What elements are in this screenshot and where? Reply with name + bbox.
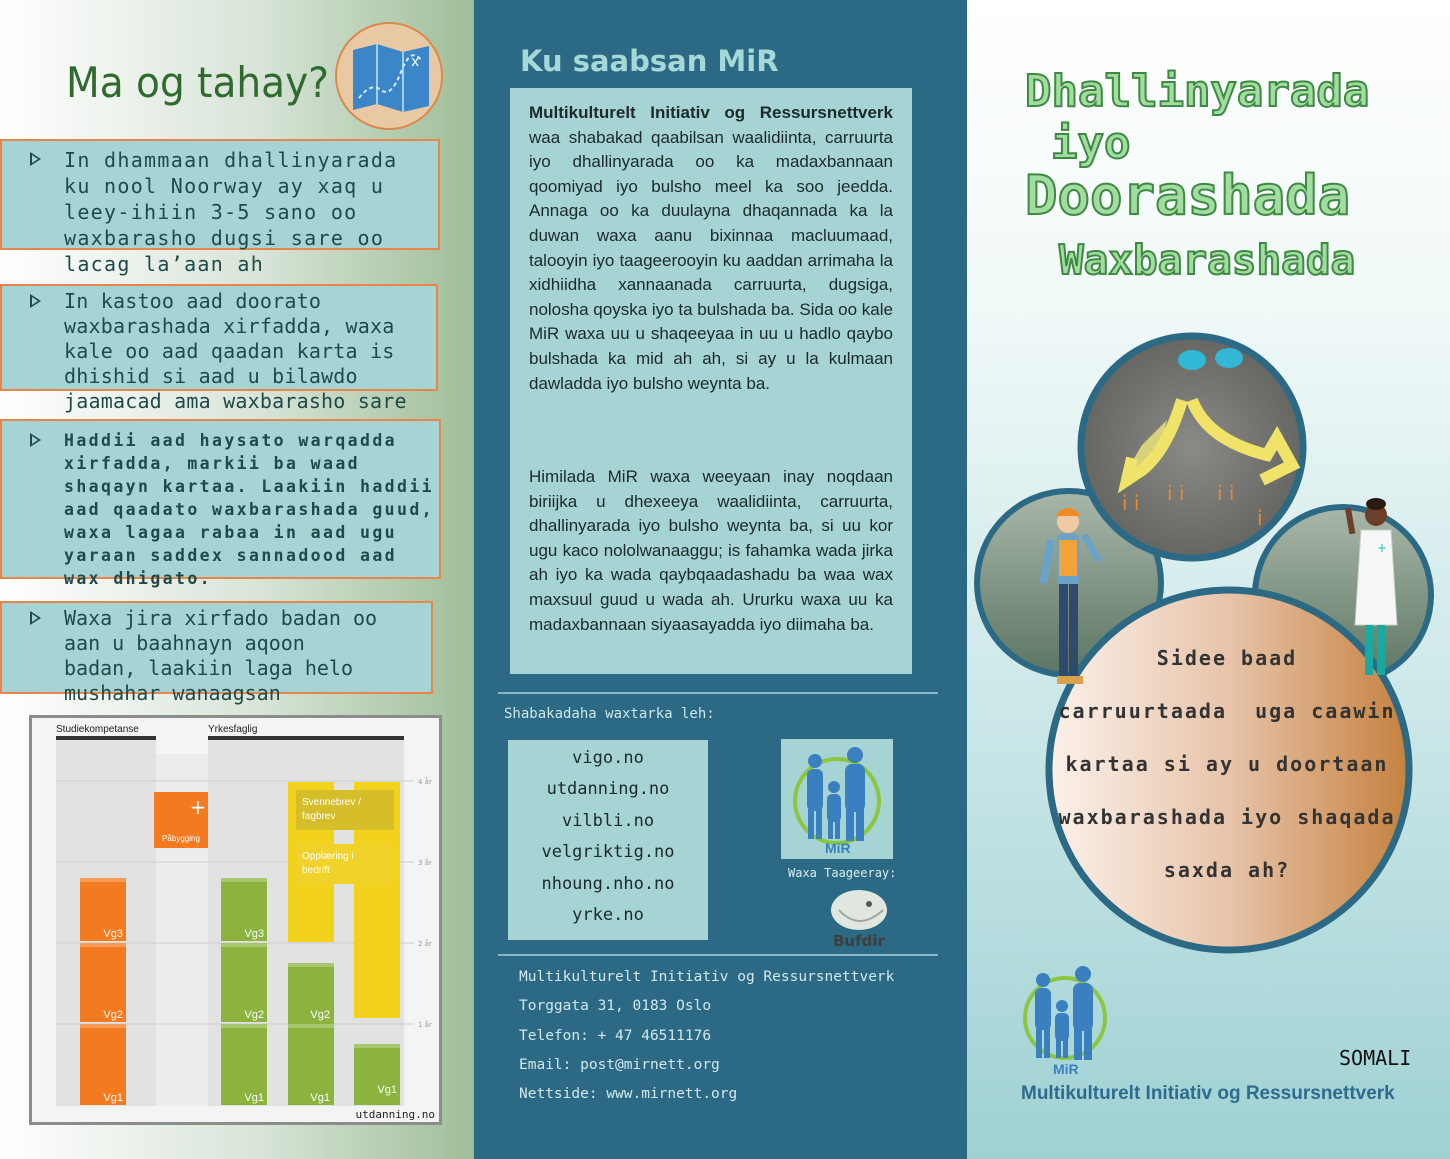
about-title: Ku saabsan MiR xyxy=(520,44,779,78)
svg-text:i: i xyxy=(1257,506,1263,530)
svg-text:i i: i i xyxy=(1122,491,1140,515)
cover-title-line-4: Waxbarashada xyxy=(1059,236,1356,284)
bar-studie-vg2-label: Vg2 xyxy=(103,1009,123,1021)
contact-email[interactable]: Email: post@mirnett.org xyxy=(519,1056,720,1073)
tag-opplaering-label: Opplæring i bedrift xyxy=(302,851,354,876)
bar-pabygging-label: Påbygging xyxy=(162,834,200,843)
fact-box-3 xyxy=(0,419,441,588)
org-name-bold: Multikulturelt Initiativ og Ressursnettverk xyxy=(529,103,893,122)
bar-yrkesB-vg1-top xyxy=(288,1024,334,1028)
y-tick-label: 1 år xyxy=(418,1021,432,1029)
mir-logo xyxy=(781,739,893,859)
divider xyxy=(498,954,938,956)
left-title: Ma og tahay? xyxy=(66,58,329,107)
question-line-4: waxbarashada iyo shaqada xyxy=(1058,805,1396,829)
link-velgriktig[interactable]: velgriktig.no xyxy=(541,842,675,863)
tag-opplaering xyxy=(296,844,394,884)
tag-svennebrev xyxy=(296,790,394,830)
bullet-triangle-icon xyxy=(30,611,41,625)
bullet-triangle-icon xyxy=(30,294,41,308)
fact-text-4: Waxa jira xirfado badan oo aan u baahnayn aqoon badan, laakiin laga helo mushahar wanaagsan xyxy=(64,606,378,705)
group-label-yrkesfaglig: Yrkesfaglig xyxy=(208,724,258,735)
fact-box-2 xyxy=(0,284,438,413)
question-line-1: Sidee baad xyxy=(1156,646,1298,670)
cover-question xyxy=(1051,640,1403,905)
bar-yrkesA-vg1-top xyxy=(221,1024,267,1028)
about-paragraph-2: Himilada MiR waxa weeyaan inay noqdaan biriijka u dhexeeya waalidiinta, carruurta, dhallinyarada iyo bulsho weynta ba, si uu kor ugu kaco nololwanaaggu; is fahamka wada jirka ah iyo ka wada qaybqaadashadu ba waa wax maxsuul guud u wada ah. Ururku waxa uu ka madaxbannaan siyaasayadda iyo diimaha ba. xyxy=(529,467,893,634)
contact-website[interactable]: Nettside: www.mirnett.org xyxy=(519,1086,738,1103)
group-bar xyxy=(56,736,156,740)
fact-box-4 xyxy=(0,601,433,705)
language-label: SOMALI xyxy=(1339,1046,1412,1070)
link-vigo[interactable]: vigo.no xyxy=(572,748,644,768)
about-box xyxy=(510,88,912,674)
question-line-3: kartaa si ay u doortaan xyxy=(1065,752,1389,776)
right-panel xyxy=(967,0,1450,1159)
bar-yrkesB-vg2-label: Vg2 xyxy=(310,1009,330,1021)
bar-studie-vg1-top xyxy=(80,1024,126,1028)
tag-svennebrev-label: Svennebrev / fagbrev xyxy=(302,797,361,822)
cover-title-line-1: Dhallinyarada xyxy=(1025,66,1370,117)
sponsor-label: Waxa Taageeray: xyxy=(788,866,897,880)
group-bar xyxy=(208,736,404,740)
group-label-studiekompetanse: Studiekompetanse xyxy=(56,724,139,735)
svg-text:+: + xyxy=(1377,541,1388,555)
education-path-chart xyxy=(29,715,442,1125)
mir-logo-text: MiR xyxy=(825,840,851,856)
link-nhoung[interactable]: nhoung.nho.no xyxy=(541,873,675,894)
bar-studie-vg2-top xyxy=(80,943,126,947)
map-icon xyxy=(335,22,443,130)
y-tick-label: 2 år xyxy=(418,940,432,948)
bar-yrkesB-vg2-top xyxy=(288,963,334,967)
bar-yrkesA-vg1-label: Vg1 xyxy=(244,1092,264,1104)
svg-text:i i: i i xyxy=(1167,481,1185,505)
plus-icon: + xyxy=(189,795,207,819)
bullet-triangle-icon xyxy=(30,152,41,166)
contact-org: Multikulturelt Initiativ og Ressursnettverk xyxy=(519,969,895,985)
about-paragraph-1 xyxy=(529,101,893,396)
bufdir-label: Bufdir xyxy=(833,932,885,950)
y-tick-label: 3 år xyxy=(418,859,432,867)
contact-block xyxy=(519,966,894,1112)
question-line-5: saxda ah? xyxy=(1163,858,1291,882)
bar-yrkesA-vg2-top xyxy=(221,943,267,947)
org-name: Multikulturelt Initiativ og Ressursnettverk xyxy=(1021,1083,1395,1104)
bar-yrkesA-vg3-label: Vg3 xyxy=(244,928,264,940)
left-panel xyxy=(0,0,474,1159)
chart-source: utdanning.no xyxy=(355,1108,435,1121)
mir-logo-large-text: MiR xyxy=(1053,1061,1079,1077)
divider xyxy=(498,692,938,694)
about-text-1: waa shabakad qaabilsan waalidiinta, carruurta iyo dhallinyarada oo ka madaxbannaan qoomiyad iyo bulsho meel ka soo jeedda. Annaga oo ka duulayna dhaqannada ka la duwan waxa aanu bixinnaa macluumaad, talooyin iyo taageerooyin ku aaddan arrimaha la xidhiidha xannaanada carruurta, dugsiga, nolosha qoyska iyo ta bulshada ba. Sida oo kale MiR waxa uu u shaqeeyaa in uu u hadlo qaybo bulshada ka mid ah ah, si ay u la kulmaan dawladda iyo bulsho weynta ba. xyxy=(529,127,893,393)
bullet-triangle-icon xyxy=(30,433,41,447)
cover-title-line-3: Doorashada xyxy=(1025,164,1351,227)
link-vilbli[interactable]: vilbli.no xyxy=(561,810,655,831)
mir-logo-large xyxy=(1015,962,1115,1080)
bar-studie-vg3-label: Vg3 xyxy=(103,928,123,940)
link-utdanning[interactable]: utdanning.no xyxy=(546,779,670,800)
contact-address: Torggata 31, 0183 Oslo xyxy=(519,998,712,1015)
fact-box-1 xyxy=(0,139,440,276)
bar-yrkesA-vg2-label: Vg2 xyxy=(244,1009,264,1021)
bar-yrkesC-vg1-label: Vg1 xyxy=(377,1084,397,1096)
bar-yrkesC-vg1-top xyxy=(354,1044,400,1048)
bar-studie-vg3-top xyxy=(80,878,126,882)
svg-text:i i: i i xyxy=(1217,481,1235,505)
bar-yrkesB-vg1-label: Vg1 xyxy=(310,1092,330,1104)
contact-phone: Telefon: + 47 46511176 xyxy=(519,1027,712,1044)
svg-text:x: x xyxy=(411,54,420,70)
bar-yrkesA-vg3-top xyxy=(221,878,267,882)
link-yrke[interactable]: yrke.no xyxy=(572,904,644,925)
cover-title-line-2: iyo xyxy=(1051,118,1131,169)
middle-panel xyxy=(474,0,967,1159)
links-box xyxy=(508,740,708,940)
fact-text-2: In kastoo aad doorato waxbarashada xirfadda, waxa kale oo aad qaadan karta is dhishid si aad u bilawdo jaamacad ama waxbarasho sare xyxy=(64,289,407,413)
y-tick-label: 4 år xyxy=(418,778,432,786)
bar-studie-vg1-label: Vg1 xyxy=(103,1092,123,1104)
links-heading: Shabakadaha waxtarka leh: xyxy=(504,706,715,722)
fact-text-3: Haddii aad haysato warqadda xirfadda, markii ba waad shaqayn kartaa. Laakiin haddii aad qaadato waxbarashada guud, waxa lagaa rabaa in aad ugu yaraan saddex sannadood aad wax dhigato. xyxy=(64,431,435,588)
fact-text-1: In dhammaan dhallinyarada ku nool Noorway ay xaq u leey-ihiin 3-5 sano oo waxbarasho dugsi sare oo lacag la’aan ah xyxy=(64,148,398,276)
question-line-2: carruurtaada uga caawin xyxy=(1058,699,1396,723)
